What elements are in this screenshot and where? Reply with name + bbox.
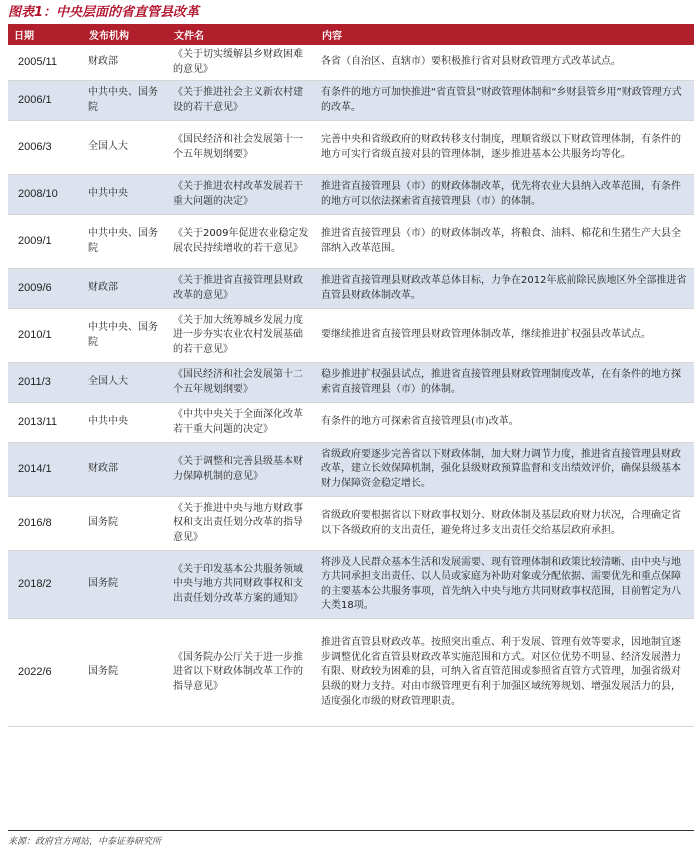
row-doc: 《中共中央关于全面深化改革若干重大问题的决定》 <box>168 403 316 443</box>
policy-table <box>8 24 694 727</box>
row-date: 2014/1 <box>8 443 83 497</box>
row-content: 推进省直管县财政改革。按照突出重点、利于发展、管理有效等要求，因地制宜逐步调整优化省直管县财政改革实施范围和方式。对区位优势不明显、经济发展潜力有限、财政较为困难的县，可纳入省直管范围或参照省直管方式管理，加强省级对县级的财力支持。对由市级管理更有利于加强区域统筹规划、增强发展活力的县，适度强化市级的财政管理职责。 <box>316 619 694 727</box>
row-content: 推进省直接管理县（市）的财政体制改革，优先将农业大县纳入改革范围，有条件的地方可以依法探索省直接管理县（市）的体制。 <box>316 175 694 215</box>
row-content: 推进省直接管理县（市）的财政体制改革，将粮食、油料、棉花和生猪生产大县全部纳入改革范围。 <box>316 215 694 269</box>
table-row <box>8 497 694 551</box>
row-content: 有条件的地方可探索省直接管理县(市)改革。 <box>316 403 694 443</box>
row-content: 完善中央和省级政府的财政转移支付制度，理顺省级以下财政管理体制，有条件的地方可实行省级直接对县的管理体制，逐步推进基本公共服务均等化。 <box>316 121 694 175</box>
row-date: 2022/6 <box>8 619 83 727</box>
table-row <box>8 403 694 443</box>
row-date: 2006/1 <box>8 81 83 121</box>
row-org: 全国人大 <box>83 363 168 403</box>
row-doc: 《国务院办公厅关于进一步推进省以下财政体制改革工作的指导意见》 <box>168 619 316 727</box>
row-doc: 《国民经济和社会发展第十二个五年规划纲要》 <box>168 363 316 403</box>
row-doc: 《国民经济和社会发展第十一个五年规划纲要》 <box>168 121 316 175</box>
header-content: 内容 <box>316 24 694 45</box>
row-org: 全国人大 <box>83 121 168 175</box>
source-note: 来源：政府官方网站，中泰证券研究所 <box>8 837 162 847</box>
row-org: 中共中央、国务院 <box>83 215 168 269</box>
row-doc: 《关于印发基本公共服务领域中央与地方共同财政事权和支出责任划分改革方案的通知》 <box>168 551 316 619</box>
table-header-row <box>8 24 694 45</box>
row-content: 有条件的地方可加快推进“省直管县”财政管理体制和“乡财县管乡用”财政管理方式的改革。 <box>316 81 694 121</box>
row-content: 将涉及人民群众基本生活和发展需要、现有管理体制和政策比较清晰、由中央与地方共同承担支出责任、以人员或家庭为补助对象或分配依据、需要优先和重点保障的主要基本公共服务事项，首先纳入中央与地方共同财政事权范围，目前暂定为八大类18项。 <box>316 551 694 619</box>
figure-title: 图表1：中央层面的省直管县改革 <box>8 5 200 20</box>
table-row <box>8 81 694 121</box>
table-row <box>8 309 694 363</box>
table-row <box>8 269 694 309</box>
row-org: 财政部 <box>83 443 168 497</box>
row-date: 2008/10 <box>8 175 83 215</box>
table-row <box>8 175 694 215</box>
row-date: 2011/3 <box>8 363 83 403</box>
row-doc: 《关于推进农村改革发展若干重大问题的决定》 <box>168 175 316 215</box>
table-row <box>8 443 694 497</box>
row-org: 国务院 <box>83 619 168 727</box>
row-org: 中共中央 <box>83 175 168 215</box>
row-content: 各省（自治区、直辖市）要积极推行省对县财政管理方式改革试点。 <box>316 45 694 81</box>
row-org: 中共中央 <box>83 403 168 443</box>
row-date: 2006/3 <box>8 121 83 175</box>
header-org: 发布机构 <box>83 24 168 45</box>
row-content: 省级政府要逐步完善省以下财政体制，加大财力调节力度，推进省直接管理县财政改革，建立长效保障机制，强化县级财政预算监督和支出绩效评价，确保县级基本财力保障资金稳定增长。 <box>316 443 694 497</box>
row-org: 中共中央、国务院 <box>83 309 168 363</box>
table-row <box>8 619 694 727</box>
row-date: 2009/1 <box>8 215 83 269</box>
row-content: 推进省直接管理县财政改革总体目标，力争在2012年底前除民族地区外全部推进省直管县财政体制改革。 <box>316 269 694 309</box>
row-date: 2018/2 <box>8 551 83 619</box>
source-divider <box>8 830 694 831</box>
header-doc: 文件名 <box>168 24 316 45</box>
row-doc: 《关于2009年促进农业稳定发展农民持续增收的若干意见》 <box>168 215 316 269</box>
row-doc: 《关于推进省直接管理县财政改革的意见》 <box>168 269 316 309</box>
row-date: 2009/6 <box>8 269 83 309</box>
row-doc: 《关于加大统筹城乡发展力度进一步夯实农业农村发展基础的若干意见》 <box>168 309 316 363</box>
row-doc: 《关于切实缓解县乡财政困难的意见》 <box>168 45 316 81</box>
row-content: 稳步推进扩权强县试点，推进省直接管理县财政管理制度改革，在有条件的地方探索省直接管理县（市）的体制。 <box>316 363 694 403</box>
row-date: 2005/11 <box>8 45 83 81</box>
row-org: 国务院 <box>83 551 168 619</box>
table-row <box>8 551 694 619</box>
row-org: 国务院 <box>83 497 168 551</box>
header-date: 日期 <box>8 24 83 45</box>
row-doc: 《关于推进中央与地方财政事权和支出责任划分改革的指导意见》 <box>168 497 316 551</box>
row-content: 省级政府要根据省以下财政事权划分、财政体制及基层政府财力状况，合理确定省以下各级政府的支出责任，避免将过多支出责任交给基层政府承担。 <box>316 497 694 551</box>
table-row <box>8 121 694 175</box>
row-date: 2016/8 <box>8 497 83 551</box>
row-org: 财政部 <box>83 269 168 309</box>
row-doc: 《关于调整和完善县级基本财力保障机制的意见》 <box>168 443 316 497</box>
row-org: 财政部 <box>83 45 168 81</box>
row-content: 要继续推进省直接管理县财政管理体制改革，继续推进扩权强县改革试点。 <box>316 309 694 363</box>
table-row <box>8 215 694 269</box>
row-org: 中共中央、国务院 <box>83 81 168 121</box>
table-row <box>8 45 694 81</box>
row-date: 2013/11 <box>8 403 83 443</box>
row-date: 2010/1 <box>8 309 83 363</box>
row-doc: 《关于推进社会主义新农村建设的若干意见》 <box>168 81 316 121</box>
table-row <box>8 363 694 403</box>
